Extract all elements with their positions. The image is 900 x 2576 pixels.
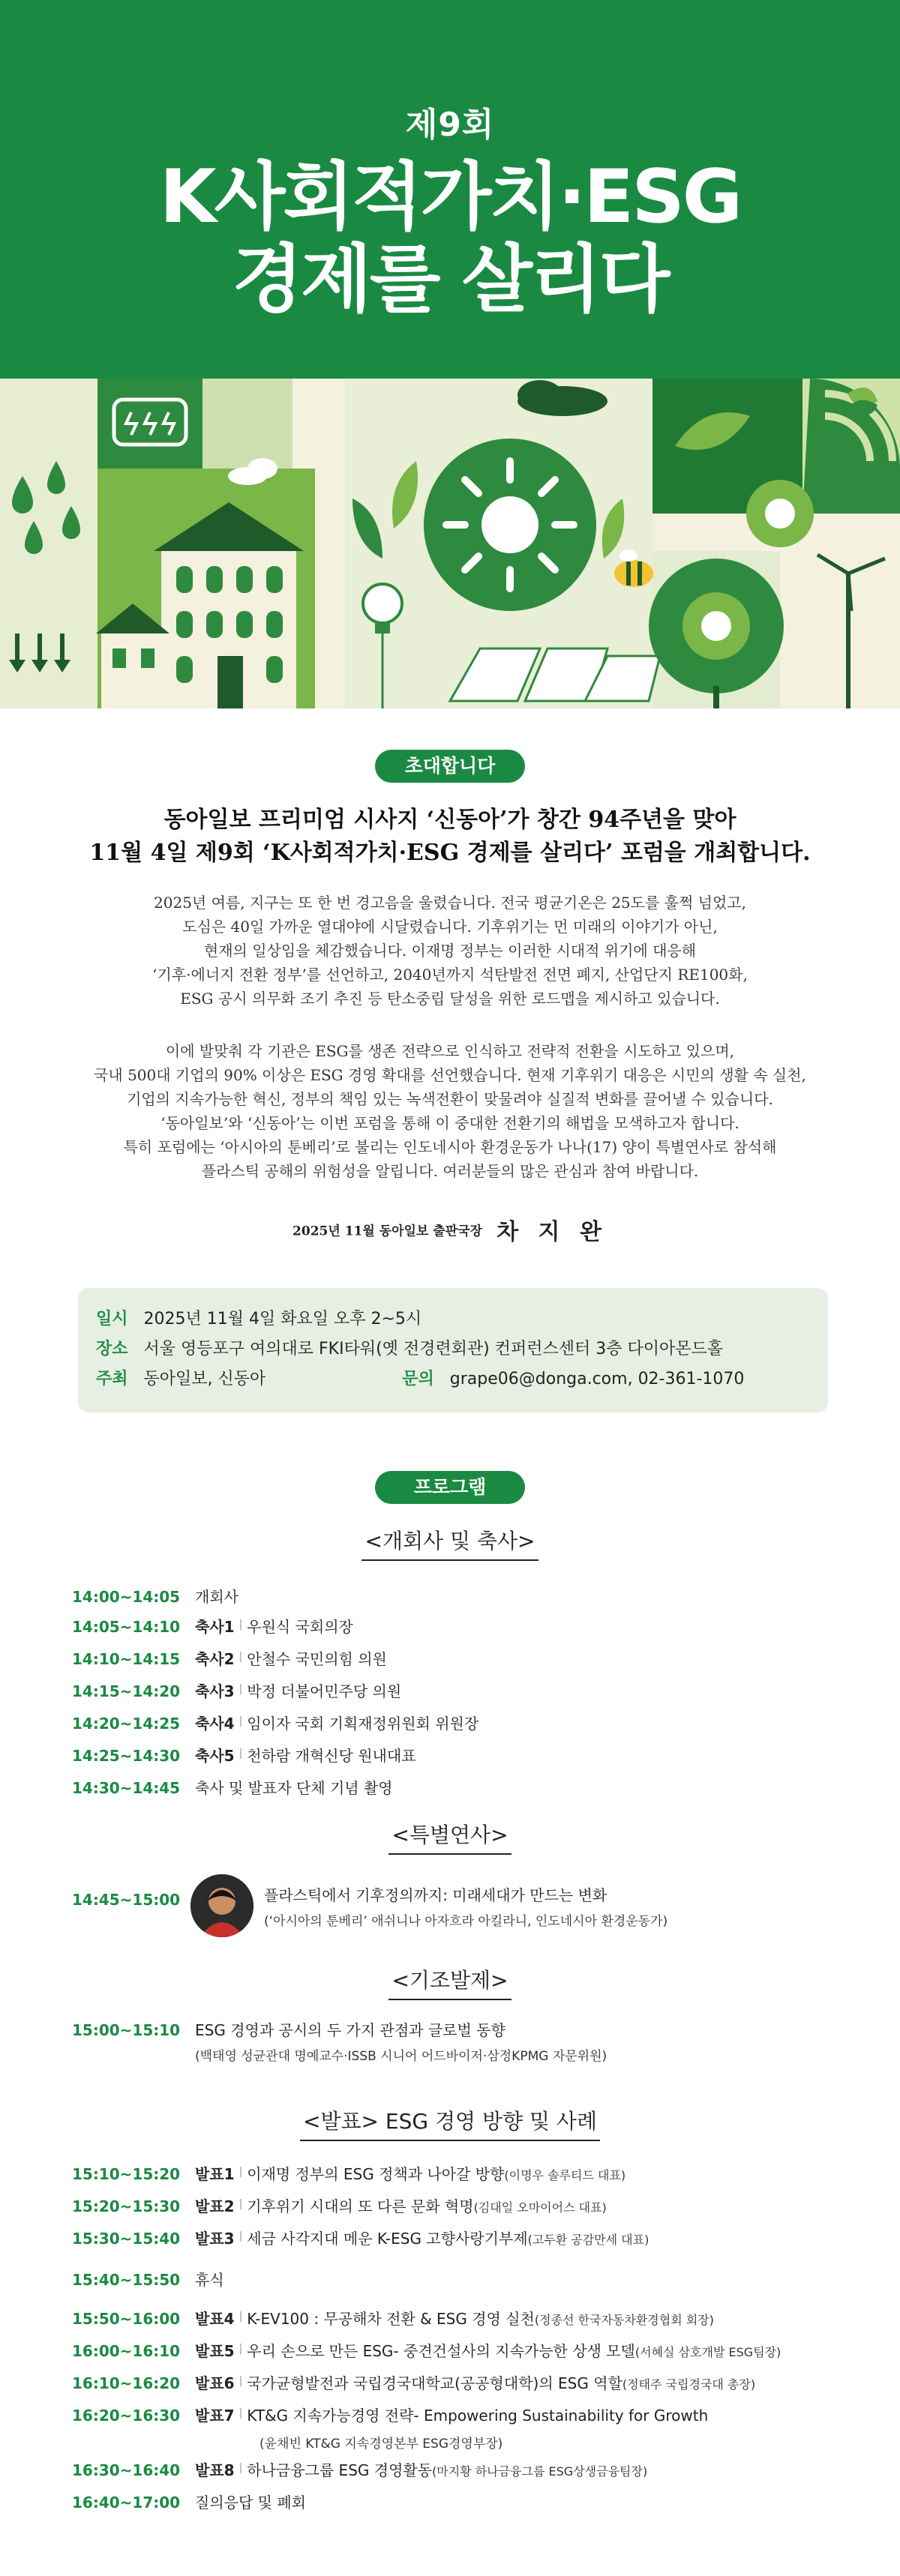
row-time: 15:00~15:10 [72, 2021, 181, 2039]
keynote-speaker: (백태영 성균관대 명예교수·ISSB 시니어 어드바이저·삼정KPMG 자문위원) [195, 2049, 608, 2064]
row-desc: 임이자 국회 기획재정위원회 위원장 [247, 1715, 479, 1733]
row-time: 14:05~14:10 [72, 1618, 181, 1636]
row-desc: 국가균형발전과 국립경국대학교(공공형대학)의 ESG 역할 [247, 2374, 622, 2392]
row-tag: 발표7 [195, 2407, 235, 2425]
row-desc: 세금 사각지대 메운 K-ESG 고향사랑기부제 [247, 2230, 528, 2248]
row-time: 14:15~14:20 [72, 1682, 181, 1700]
speaker-avatar [190, 1874, 254, 1937]
contact-value[interactable]: grape06@donga.com, 02-361-1070 [449, 1370, 745, 1388]
paragraph-line: 플라스틱 공해의 위험성을 알립니다. 여러분들의 많은 관심과 참여 바랍니다. [201, 1162, 699, 1180]
row-tag: 발표1 [195, 2165, 235, 2183]
schedule-row: 14:25~14:30 축사5 | 천하람 개혁신당 원내대표 [72, 1741, 830, 1773]
forum-title-line2: 경제를 살리다 [232, 237, 668, 322]
row-time: 16:40~17:00 [72, 2494, 181, 2512]
lead-line-1: 동아일보 프리미엄 시사지 ‘신동아’가 창간 94주년을 맞아 [164, 807, 736, 833]
row-time: 14:25~14:30 [72, 1747, 181, 1765]
date-label: 일시 [96, 1310, 128, 1328]
paragraph-line: 도심은 40일 가까운 열대야에 시달렸습니다. 기후위기는 먼 미래의 이야기가 아닌, [182, 918, 718, 936]
row-desc: 우원식 국회의장 [247, 1618, 353, 1636]
row-note: (이명우 솔루티드 대표) [504, 2168, 626, 2182]
row-time: 16:00~16:10 [72, 2342, 181, 2360]
schedule-row [72, 2265, 830, 2295]
solar-panels-icon [450, 648, 660, 701]
schedule-row: 16:10~16:20 발표6 | 국가균형발전과 국립경국대학교(공공형대학)의 ESG 역할 (정태주 국립경국대 총장) [72, 2368, 830, 2401]
keynote-schedule [72, 2015, 830, 2068]
forum-title-line1: K사회적가치·ESG [159, 154, 741, 240]
row-desc: 개회사 [195, 1588, 238, 1606]
row-desc: 박정 더불어민주당 의원 [247, 1682, 402, 1700]
row-time: 16:20~16:30 [72, 2407, 181, 2425]
eco-illustration [0, 379, 900, 708]
talks-heading [0, 2105, 900, 2141]
talks-heading-text: <발표> ESG 경영 방향 및 사례 [300, 2105, 600, 2141]
signature-name: 차 지 완 [496, 1219, 608, 1245]
venue-label: 장소 [96, 1340, 128, 1358]
row-note: (고두환 공감만세 대표) [527, 2233, 650, 2247]
row-desc: 질의응답 및 폐회 [195, 2494, 306, 2512]
row-tag: 축사1 [195, 1618, 235, 1636]
date-value: 2025년 11월 4일 화요일 오후 2~5시 [143, 1310, 422, 1328]
row-tag: 축사4 [195, 1715, 235, 1733]
row-tag: 발표2 [195, 2197, 235, 2215]
row-time: 15:50~16:00 [72, 2310, 181, 2328]
edition-label: 제9회 [405, 106, 495, 144]
schedule-row: 15:10~15:20 발표1 | 이재명 정부의 ESG 정책과 나아갈 방향 (이명우 솔루티드 대표) [72, 2159, 830, 2191]
row-note: (정종선 한국자동차환경협회 회장) [534, 2313, 714, 2327]
host-row [96, 1364, 810, 1394]
row-desc: 하나금융그룹 ESG 경영활동 [247, 2461, 433, 2479]
paragraph-line: 기업의 지속가능한 혁신, 정부의 책임 있는 녹색전환이 맞물려야 실질적 변화를 끌어낼 수 있습니다. [127, 1090, 773, 1108]
row-time: 14:20~14:25 [72, 1715, 181, 1733]
opening-heading-text: <개회사 및 축사> [362, 1525, 538, 1561]
hero-banner [0, 0, 900, 379]
special-speaker: (‘아시아의 툰베리’ 애쉬니나 아자흐라 아킬라니, 인도네시아 환경운동가) [264, 1914, 668, 1929]
schedule-row [72, 1582, 830, 1612]
row-desc: 우리 손으로 만든 ESG- 중견건설사의 지속가능한 상생 모델 [247, 2342, 635, 2360]
schedule-row: 14:20~14:25 축사4 | 임이자 국회 기획재정위원회 위원장 [72, 1709, 830, 1741]
signature-title: 2025년 11월 동아일보 출판국장 [292, 1224, 482, 1239]
row-time: 14:00~14:05 [72, 1588, 181, 1606]
special-title: 플라스틱에서 기후정의까지: 미래세대가 만드는 변화 [264, 1886, 608, 1904]
down-arrows-icon [9, 634, 70, 672]
keynote-heading [0, 1964, 900, 2000]
row-desc: ESG 경영과 공시의 두 가지 관점과 글로벌 동향 [195, 2021, 506, 2039]
special-speaker-row [72, 1874, 830, 1942]
row-time: 14:30~14:45 [72, 1779, 181, 1797]
venue-value: 서울 영등포구 여의대로 FKI타워(옛 전경련회관) 컨퍼런스센터 3층 다이아몬드홀 [143, 1340, 724, 1358]
program-badge: 프로그램 [375, 1471, 525, 1504]
schedule-row: 16:20~16:30 발표7 | KT&G 지속가능경영 전략- Empowering Sustainability for Growth [72, 2401, 830, 2433]
row-tag: 발표5 [195, 2342, 235, 2360]
row-tag: 축사2 [195, 1650, 235, 1668]
row-tag: 발표3 [195, 2230, 235, 2248]
invitation-badge: 초대합니다 [375, 750, 525, 783]
opening-heading [0, 1525, 900, 1561]
schedule-row [72, 1773, 830, 1803]
schedule-row: 16:30~16:40 발표8 | 하나금융그룹 ESG 경영활동 (마지황 하나금융그룹 ESG상생금융팀장) [72, 2455, 830, 2488]
opening-schedule [72, 1582, 830, 1803]
schedule-row: 16:00~16:10 발표5 | 우리 손으로 만든 ESG- 중견건설사의 지속가능한 상생 모델 (서혜실 삼호개발 ESG팀장) [72, 2336, 830, 2368]
paragraph-line: ‘동아일보’와 ‘신동아’는 이번 포럼을 통해 이 중대한 전환기의 해법을 모색하고자 합니다. [160, 1114, 740, 1132]
row-desc: 기후위기 시대의 또 다른 문화 혁명 [247, 2197, 474, 2215]
invitation-lead [0, 804, 900, 870]
paragraph-line: ESG 공시 의무화 조기 추진 등 탄소중립 달성을 위한 로드맵을 제시하고 있습니다. [180, 990, 720, 1008]
row-time: 15:10~15:20 [72, 2165, 181, 2183]
schedule-row: 14:05~14:10 축사1 | 우원식 국회의장 [72, 1612, 830, 1644]
row-time: 15:30~15:40 [72, 2230, 181, 2248]
paragraph-line: 국내 500대 기업의 90% 이상은 ESG 경영 확대를 선언했습니다. 현재 기후위기 대응은 시민의 생활 속 실천, [94, 1066, 806, 1084]
row-note: (마지황 하나금융그룹 ESG상생금융팀장) [432, 2464, 648, 2479]
schedule-row [72, 2015, 830, 2045]
schedule-row: 14:15~14:20 축사3 | 박정 더불어민주당 의원 [72, 1676, 830, 1709]
row-time: 15:20~15:30 [72, 2197, 181, 2215]
paragraph-line: 특히 포럼에는 ‘아시아의 툰베리’로 불리는 인도네시아 환경운동가 나나(17) 양이 특별연사로 참석해 [123, 1138, 777, 1156]
lead-line-2: 11월 4일 제9회 ‘K사회적가치·ESG 경제를 살리다’ 포럼을 개최합니다. [89, 840, 811, 866]
schedule-row: 15:20~15:30 발표2 | 기후위기 시대의 또 다른 문화 혁명 (김대일 오마이어스 대표) [72, 2191, 830, 2224]
host-label: 주최 [96, 1370, 128, 1388]
row-tag: 발표8 [195, 2461, 235, 2479]
talks-schedule [72, 2159, 830, 2518]
talk7-speaker: (윤채빈 KT&G 지속경영본부 ESG경영부장) [260, 2437, 503, 2452]
row-note: (정태주 국립경국대 총장) [622, 2377, 756, 2392]
row-time: 16:10~16:20 [72, 2374, 181, 2392]
row-tag: 발표6 [195, 2374, 235, 2392]
venue-row [96, 1334, 810, 1364]
row-desc: 이재명 정부의 ESG 정책과 나아갈 방향 [247, 2165, 505, 2183]
schedule-row: 15:50~16:00 발표4 | K-EV100 : 무공해차 전환 & ESG 경영 실천 (정종선 한국자동차환경협회 회장) [72, 2304, 830, 2336]
row-desc: 천하람 개혁신당 원내대표 [247, 1747, 416, 1765]
schedule-row [72, 2488, 830, 2518]
paragraph-line: 이에 발맞춰 각 기관은 ESG를 생존 전략으로 인식하고 전략적 전환을 시도하고 있으며, [165, 1042, 735, 1060]
paragraph-line: ‘기후·에너지 전환 정부’를 선언하고, 2040년까지 석탄발전 전면 폐지, 산업단지 RE100화, [152, 966, 748, 984]
row-desc: KT&G 지속가능경영 전략- Empowering Sustainability for Growth [247, 2407, 709, 2425]
row-time: 16:30~16:40 [72, 2461, 181, 2479]
row-desc: 휴식 [195, 2271, 224, 2289]
schedule-row: 14:10~14:15 축사2 | 안철수 국민의힘 의원 [72, 1644, 830, 1676]
row-time: 15:40~15:50 [72, 2271, 181, 2289]
row-desc: 축사 및 발표자 단체 기념 촬영 [195, 1779, 393, 1797]
special-heading-text: <특별연사> [388, 1819, 511, 1855]
event-info-box [78, 1288, 828, 1412]
date-row [96, 1304, 810, 1334]
row-tag: 축사3 [195, 1682, 235, 1700]
contact-label: 문의 [402, 1370, 434, 1388]
row-desc: K-EV100 : 무공해차 전환 & ESG 경영 실천 [247, 2310, 535, 2328]
schedule-row: 15:30~15:40 발표3 | 세금 사각지대 메운 K-ESG 고향사랑기부제 (고두환 공감만세 대표) [72, 2224, 830, 2256]
row-note: (서혜실 삼호개발 ESG팀장) [634, 2345, 782, 2359]
special-time: 14:45~15:00 [72, 1891, 181, 1909]
sun-wheel-icon [424, 439, 596, 611]
invitation-paragraph-1 [75, 891, 825, 1011]
keynote-heading-text: <기조발제> [388, 1964, 511, 2000]
paragraph-line: 2025년 여름, 지구는 또 한 번 경고음을 울렸습니다. 전국 평균기온은 25도를 훌쩍 넘었고, [154, 894, 746, 912]
host-value: 동아일보, 신동아 [143, 1370, 266, 1388]
row-note: (김대일 오마이어스 대표) [473, 2200, 607, 2215]
signature [0, 1213, 900, 1246]
special-heading [0, 1819, 900, 1855]
row-tag: 발표4 [195, 2310, 235, 2328]
row-tag: 축사5 [195, 1747, 235, 1765]
row-desc: 안철수 국민의힘 의원 [247, 1650, 387, 1668]
invitation-paragraph-2 [75, 1039, 825, 1183]
row-time: 14:10~14:15 [72, 1650, 181, 1668]
paragraph-line: 현재의 일상임을 체감했습니다. 이재명 정부는 이러한 시대적 위기에 대응해 [203, 942, 697, 960]
